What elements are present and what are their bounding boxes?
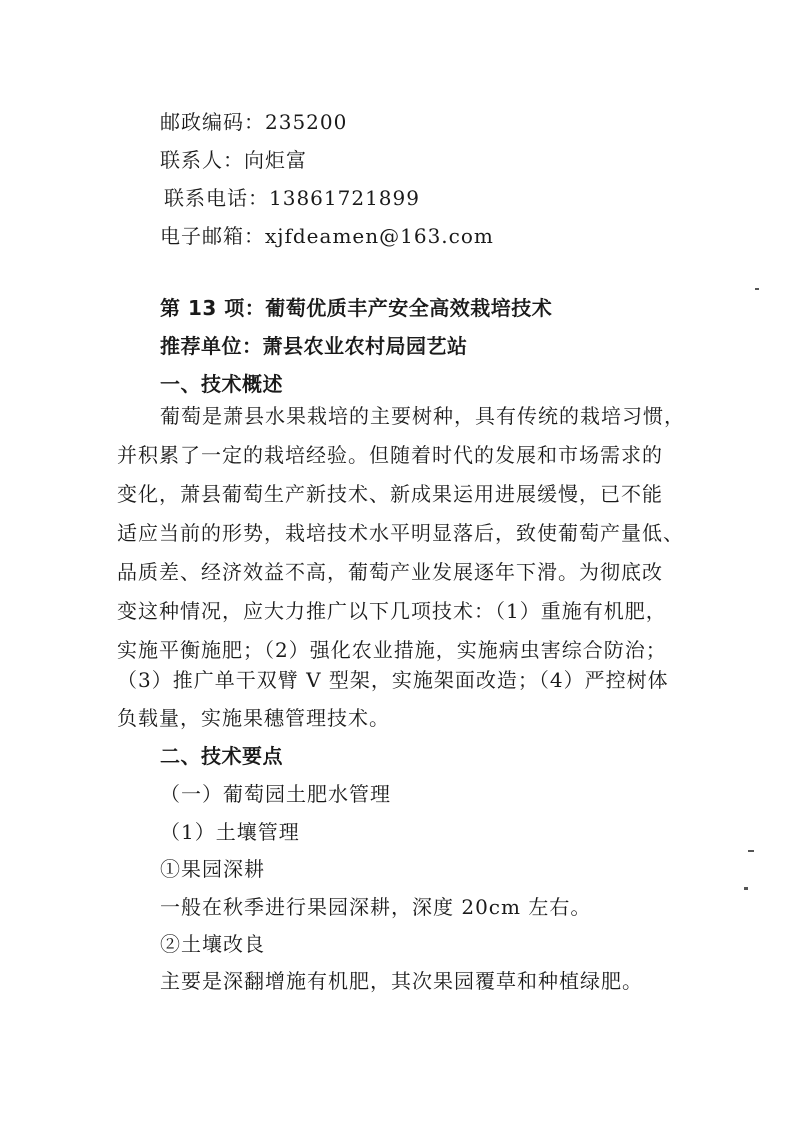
section1-line-3: 变化，萧县葡萄生产新技术、新成果运用进展缓慢，已不能 — [117, 482, 663, 506]
section2-heading: 二、技术要点 — [160, 744, 283, 768]
section1-heading: 一、技术概述 — [160, 372, 283, 396]
step1-text: 一般在秋季进行果园深耕，深度 20cm 左右。 — [160, 895, 592, 919]
postal-code: 邮政编码：235200 — [160, 110, 348, 134]
section1-line-8: （3）推广单干双臂 V 型架，实施架面改造；（4）严控树体 — [117, 668, 669, 692]
section1-line-6: 变这种情况，应大力推广以下几项技术：（1）重施有机肥， — [117, 599, 667, 623]
scan-mark — [748, 850, 754, 852]
section1-line-4: 适应当前的形势，栽培技术水平明显落后，致使葡萄产量低、 — [117, 521, 684, 545]
scan-mark — [755, 288, 759, 290]
section1-line-9: 负载量，实施果穗管理技术。 — [117, 706, 390, 730]
subsection-1-1: （1）土壤管理 — [160, 820, 300, 844]
section1-line-7: 实施平衡施肥；（2）强化农业措施，实施病虫害综合防治； — [117, 638, 667, 662]
section1-line-1: 葡萄是萧县水果栽培的主要树种，具有传统的栽培习惯， — [160, 404, 685, 428]
item-title: 第 13 项：葡萄优质丰产安全高效栽培技术 — [160, 296, 553, 320]
scan-mark — [744, 887, 748, 890]
recommender: 推荐单位：萧县农业农村局园艺站 — [160, 334, 468, 358]
step2-title: ②土壤改良 — [160, 932, 265, 956]
subsection-1: （一）葡萄园土肥水管理 — [160, 782, 391, 806]
contact-phone: 联系电话：13861721899 — [164, 186, 420, 210]
step2-text: 主要是深翻增施有机肥，其次果园覆草和种植绿肥。 — [160, 969, 643, 993]
section1-line-5: 品质差、经济效益不高，葡萄产业发展逐年下滑。为彻底改 — [117, 560, 663, 584]
contact-person: 联系人：向炬富 — [160, 148, 307, 172]
section1-line-2: 并积累了一定的栽培经验。但随着时代的发展和市场需求的 — [117, 443, 663, 467]
step1-title: ①果园深耕 — [160, 857, 265, 881]
contact-email: 电子邮箱：xjfdeamen@163.com — [160, 224, 494, 248]
